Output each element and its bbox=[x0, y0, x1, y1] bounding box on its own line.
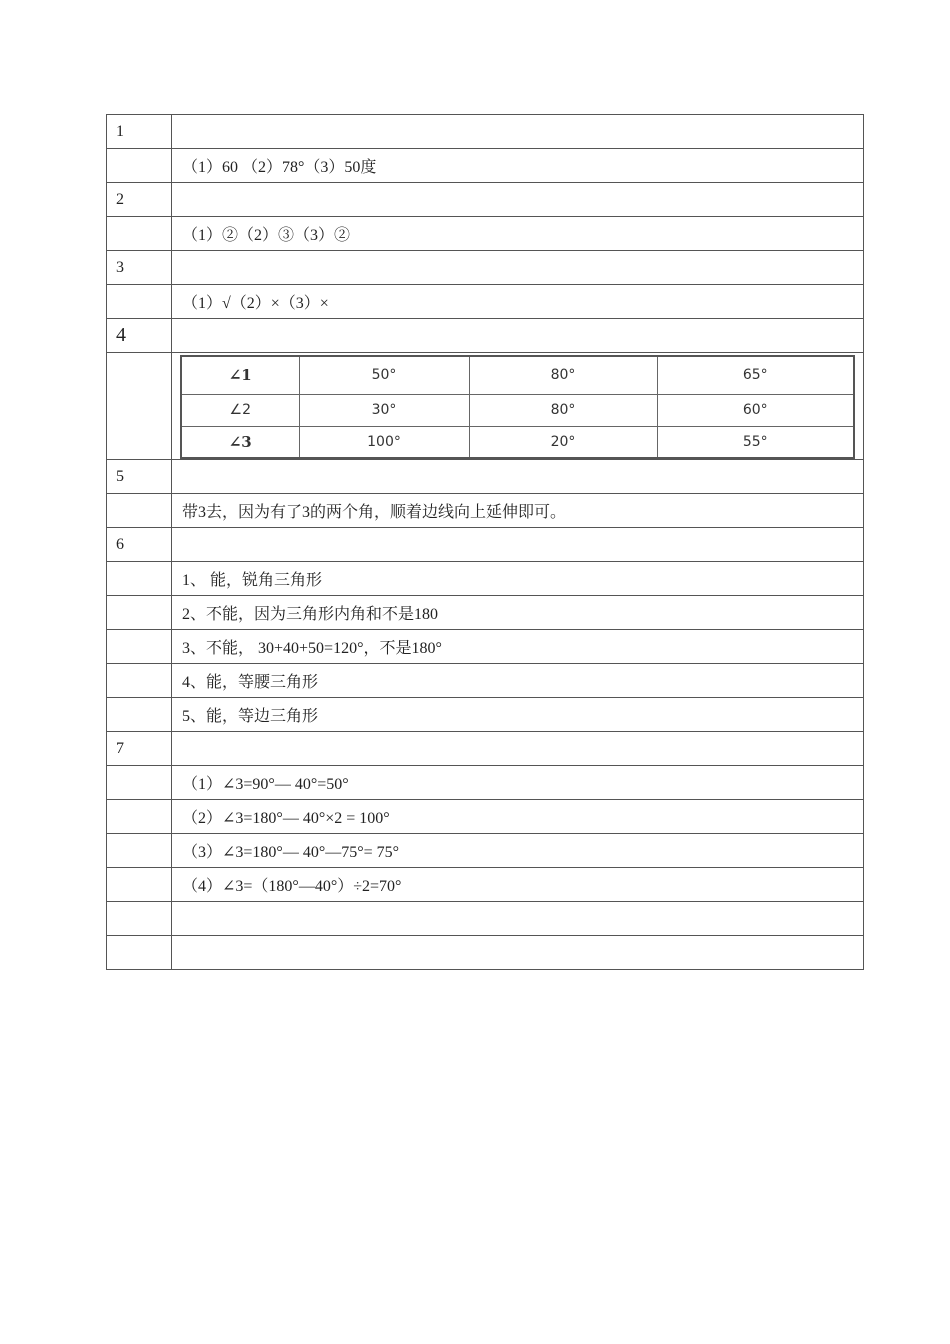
table-row bbox=[107, 732, 864, 766]
question-number: 2 bbox=[107, 183, 172, 217]
answer-text bbox=[172, 319, 864, 353]
question-number bbox=[107, 834, 172, 868]
angle-value: 50° bbox=[299, 356, 469, 394]
table-row bbox=[107, 766, 864, 800]
question-number: 5 bbox=[107, 460, 172, 494]
angle-label: ∠3 bbox=[181, 426, 299, 458]
answer-text: 5、能，等边三角形 bbox=[172, 698, 864, 732]
answer-text bbox=[172, 251, 864, 285]
question-number bbox=[107, 285, 172, 319]
answer-text: 带3去，因为有了3的两个角，顺着边线向上延伸即可。 bbox=[172, 494, 864, 528]
table-row bbox=[107, 149, 864, 183]
answer-text: 3、不能， 30+40+50=120°，不是180° bbox=[172, 630, 864, 664]
question-number: 7 bbox=[107, 732, 172, 766]
table-row bbox=[107, 319, 864, 353]
table-row bbox=[107, 115, 864, 149]
question-number bbox=[107, 353, 172, 460]
answer-text bbox=[172, 528, 864, 562]
question-number bbox=[107, 868, 172, 902]
answer-text: （1）∠3=90°— 40°=50° bbox=[172, 766, 864, 800]
answer-text bbox=[172, 183, 864, 217]
table-row bbox=[107, 494, 864, 528]
answer-text bbox=[172, 460, 864, 494]
answer-text: （1）60 （2）78°（3）50度 bbox=[172, 149, 864, 183]
table-row bbox=[107, 902, 864, 936]
question-number bbox=[107, 766, 172, 800]
table-row bbox=[107, 285, 864, 319]
question-number: 6 bbox=[107, 528, 172, 562]
question-number bbox=[107, 217, 172, 251]
angle-row bbox=[181, 356, 854, 394]
answer-table bbox=[106, 114, 864, 970]
question-number: 3 bbox=[107, 251, 172, 285]
angle-label: ∠1 bbox=[181, 356, 299, 394]
angle-value: 55° bbox=[657, 426, 854, 458]
angle-label: ∠2 bbox=[181, 394, 299, 426]
answer-text: （2）∠3=180°— 40°×2 = 100° bbox=[172, 800, 864, 834]
angle-value: 80° bbox=[469, 356, 657, 394]
answer-text: （1）√（2）×（3）× bbox=[172, 285, 864, 319]
angle-table-cell bbox=[172, 353, 864, 460]
table-row bbox=[107, 630, 864, 664]
question-number bbox=[107, 698, 172, 732]
question-number bbox=[107, 596, 172, 630]
question-number bbox=[107, 664, 172, 698]
angle-table bbox=[180, 355, 855, 459]
table-row bbox=[107, 353, 864, 460]
question-number bbox=[107, 149, 172, 183]
angle-value: 80° bbox=[469, 394, 657, 426]
question-number: 4 bbox=[107, 319, 172, 353]
table-row bbox=[107, 936, 864, 970]
table-row bbox=[107, 596, 864, 630]
table-row bbox=[107, 183, 864, 217]
angle-value: 100° bbox=[299, 426, 469, 458]
answer-text: （1）②（2）③（3）② bbox=[172, 217, 864, 251]
table-row bbox=[107, 800, 864, 834]
question-number bbox=[107, 936, 172, 970]
angle-value: 60° bbox=[657, 394, 854, 426]
angle-row bbox=[181, 394, 854, 426]
table-row bbox=[107, 834, 864, 868]
question-number bbox=[107, 494, 172, 528]
question-number bbox=[107, 902, 172, 936]
table-row bbox=[107, 528, 864, 562]
table-row bbox=[107, 460, 864, 494]
answer-text bbox=[172, 115, 864, 149]
table-row bbox=[107, 664, 864, 698]
table-row bbox=[107, 868, 864, 902]
question-number bbox=[107, 562, 172, 596]
question-number bbox=[107, 800, 172, 834]
answer-text bbox=[172, 936, 864, 970]
angle-row bbox=[181, 426, 854, 458]
answer-text bbox=[172, 732, 864, 766]
table-row bbox=[107, 217, 864, 251]
answer-text: 4、能，等腰三角形 bbox=[172, 664, 864, 698]
answer-text: 1、 能，锐角三角形 bbox=[172, 562, 864, 596]
table-row bbox=[107, 562, 864, 596]
question-number: 1 bbox=[107, 115, 172, 149]
answer-text: （3）∠3=180°— 40°—75°= 75° bbox=[172, 834, 864, 868]
question-number bbox=[107, 630, 172, 664]
answer-text: 2、不能，因为三角形内角和不是180 bbox=[172, 596, 864, 630]
table-row bbox=[107, 698, 864, 732]
answer-text bbox=[172, 902, 864, 936]
angle-value: 65° bbox=[657, 356, 854, 394]
table-row bbox=[107, 251, 864, 285]
answer-text: （4）∠3=（180°—40°）÷2=70° bbox=[172, 868, 864, 902]
angle-value: 20° bbox=[469, 426, 657, 458]
angle-value: 30° bbox=[299, 394, 469, 426]
